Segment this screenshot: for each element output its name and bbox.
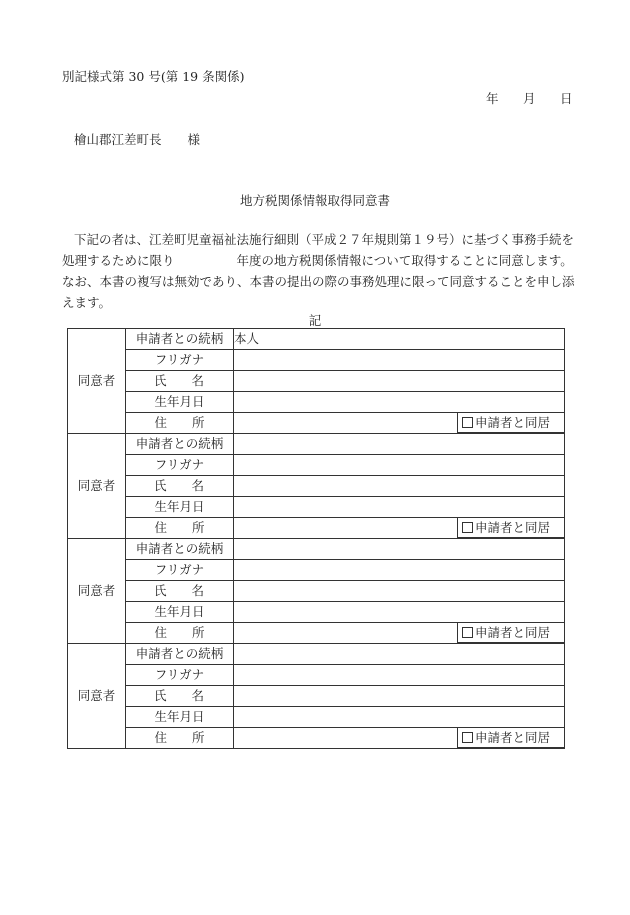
date-day-label: 日 [560, 91, 573, 106]
furigana-label: フリガナ [126, 560, 234, 581]
record-2-name-row [68, 476, 565, 497]
record-3-group-label: 同意者 [68, 539, 126, 644]
cohabit-option[interactable] [457, 728, 565, 748]
birthdate-field[interactable] [234, 497, 565, 518]
birthdate-label: 生年月日 [126, 497, 234, 518]
address-field[interactable] [234, 728, 565, 749]
name-label: 氏 名 [126, 581, 234, 602]
ki-heading: 記 [308, 313, 322, 328]
birthdate-label: 生年月日 [126, 602, 234, 623]
consenter-table [67, 328, 565, 749]
cohabit-option[interactable] [457, 623, 565, 643]
furigana-field[interactable] [234, 350, 565, 371]
consent-text-part-2: 年度の地方税関係情報について取得することに同意します。なお、本書の複写は無効であり、本書の提出の際の事務処理に限って同意することを申し添えます。 [62, 253, 575, 310]
address-field[interactable] [234, 623, 565, 644]
record-3-birthdate-row [68, 602, 565, 623]
address-label: 住 所 [126, 413, 234, 434]
relation-field[interactable] [234, 644, 565, 665]
name-label: 氏 名 [126, 476, 234, 497]
furigana-label: フリガナ [126, 350, 234, 371]
cohabit-label: 申請者と同居 [475, 519, 551, 535]
address-label: 住 所 [126, 623, 234, 644]
cohabit-label: 申請者と同居 [475, 729, 551, 745]
name-label: 氏 名 [126, 371, 234, 392]
record-1-birthdate-row [68, 392, 565, 413]
record-2-birthdate-row [68, 497, 565, 518]
relation-label: 申請者との続柄 [126, 434, 234, 455]
furigana-field[interactable] [234, 665, 565, 686]
form-number-label: 別記様式第 30 号(第 19 条関係) [62, 69, 245, 84]
relation-label: 申請者との続柄 [126, 329, 234, 350]
relation-field[interactable] [234, 434, 565, 455]
name-field[interactable] [234, 581, 565, 602]
cohabit-checkbox[interactable] [462, 522, 473, 533]
birthdate-label: 生年月日 [126, 392, 234, 413]
birthdate-label: 生年月日 [126, 707, 234, 728]
record-1-name-row [68, 371, 565, 392]
furigana-label: フリガナ [126, 665, 234, 686]
record-4-group-label: 同意者 [68, 644, 126, 749]
record-4-birthdate-row [68, 707, 565, 728]
cohabit-option[interactable] [457, 518, 565, 538]
consent-text-part-1: 下記の者は、江差町児童福祉法施行細則（平成２７年規則第１９号）に基づく事務手続を処理するために限り [62, 232, 575, 268]
relation-label: 申請者との続柄 [126, 644, 234, 665]
furigana-field[interactable] [234, 455, 565, 476]
birthdate-field[interactable] [234, 392, 565, 413]
record-3-relation-row [68, 539, 565, 560]
consent-statement [62, 229, 577, 313]
birthdate-field[interactable] [234, 602, 565, 623]
record-4-relation-row [68, 644, 565, 665]
cohabit-option[interactable] [457, 413, 565, 433]
document-title: 地方税関係情報取得同意書 [239, 193, 390, 208]
record-3-name-row [68, 581, 565, 602]
cohabit-checkbox[interactable] [462, 417, 473, 428]
relation-field[interactable] [234, 539, 565, 560]
birthdate-field[interactable] [234, 707, 565, 728]
date-year-label: 年 [486, 91, 499, 106]
cohabit-checkbox[interactable] [462, 627, 473, 638]
record-2-group-label: 同意者 [68, 434, 126, 539]
record-2-furigana-row [68, 455, 565, 476]
addressee-honorific: 様 [187, 132, 201, 147]
date-line [486, 89, 573, 107]
furigana-field[interactable] [234, 560, 565, 581]
cohabit-checkbox[interactable] [462, 732, 473, 743]
cohabit-label: 申請者と同居 [475, 624, 551, 640]
furigana-label: フリガナ [126, 455, 234, 476]
name-field[interactable] [234, 686, 565, 707]
name-label: 氏 名 [126, 686, 234, 707]
address-label: 住 所 [126, 728, 234, 749]
name-field[interactable] [234, 476, 565, 497]
addressee-name: 檜山郡江差町長 [74, 132, 162, 147]
record-1-furigana-row [68, 350, 565, 371]
name-field[interactable] [234, 371, 565, 392]
address-field[interactable] [234, 518, 565, 539]
record-4-name-row [68, 686, 565, 707]
record-2-relation-row [68, 434, 565, 455]
relation-field[interactable]: 本人 [234, 329, 565, 350]
date-month-label: 月 [523, 91, 536, 106]
record-4-furigana-row [68, 665, 565, 686]
cohabit-label: 申請者と同居 [475, 414, 551, 430]
address-field[interactable] [234, 413, 565, 434]
record-1-group-label: 同意者 [68, 329, 126, 434]
relation-label: 申請者との続柄 [126, 539, 234, 560]
record-3-furigana-row [68, 560, 565, 581]
address-label: 住 所 [126, 518, 234, 539]
record-1-relation-row [68, 329, 565, 350]
addressee [74, 130, 200, 148]
